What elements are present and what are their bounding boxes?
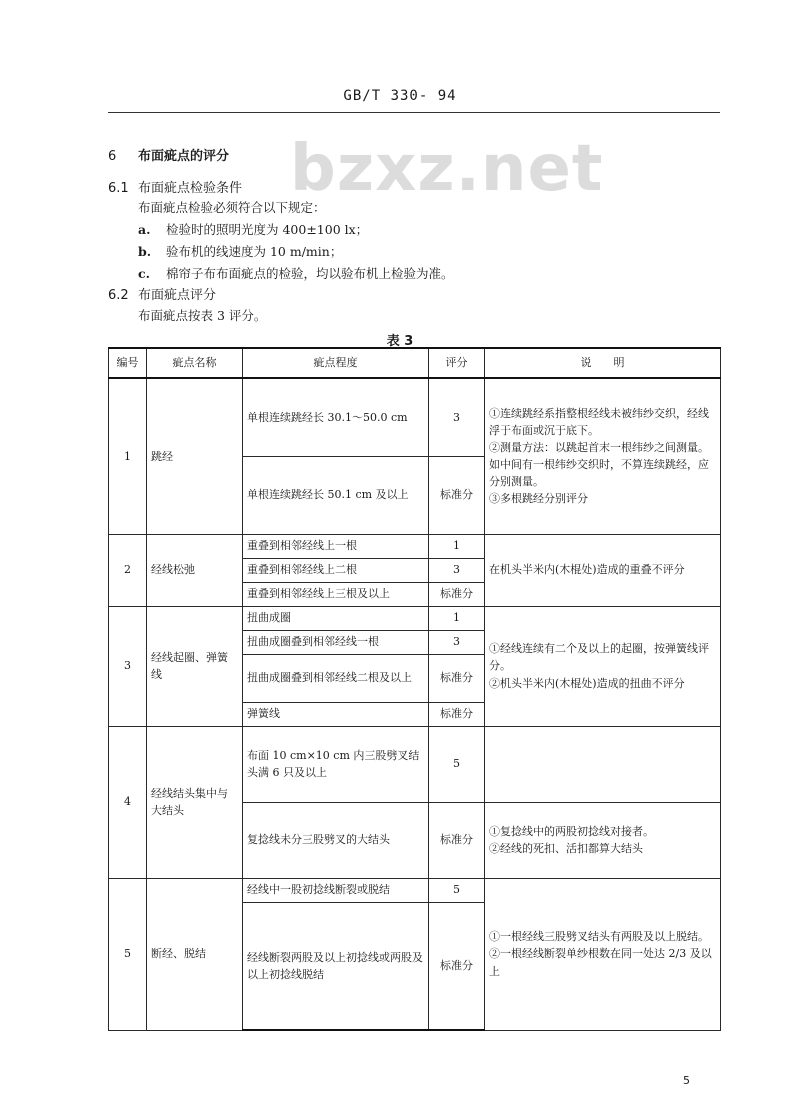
condition-letter: c.	[138, 266, 150, 281]
defect-degree: 重叠到相邻经线上二根	[243, 558, 429, 582]
defect-degree: 经线中一股初捻线断裂或脱结	[243, 878, 429, 902]
header-degree: 疵点程度	[243, 348, 429, 378]
defect-degree: 重叠到相邻经线上三根及以上	[243, 582, 429, 606]
note-line: ①复捻线中的两股初捻线对接者。	[489, 824, 654, 838]
header-no: 编号	[109, 348, 147, 378]
defect-note	[485, 802, 721, 878]
header-rule	[108, 112, 720, 113]
section-6-title: 布面疵点的评分	[138, 149, 230, 164]
note-line: ①经线连续有二个及以上的起圈，按弹簧线评分。	[489, 642, 709, 673]
defect-degree: 经线断裂两股及以上初捻线或两股及以上初捻线脱结	[243, 902, 429, 1030]
section-6-2-heading	[108, 284, 216, 303]
header-name: 疵点名称	[147, 348, 243, 378]
defect-score: 3	[429, 630, 485, 654]
defect-score: 标准分	[429, 902, 485, 1030]
table-row	[109, 878, 721, 902]
defect-score: 1	[429, 606, 485, 630]
defect-score: 5	[429, 726, 485, 802]
defect-name: 断经、脱结	[147, 878, 243, 1030]
note-line: ②机头半米内(木棍处)造成的扭曲不评分	[489, 676, 685, 690]
section-6-2-text: 布面疵点按表 3 评分。	[138, 308, 267, 323]
watermark: bzxz.net	[290, 132, 604, 206]
row-number: 3	[109, 606, 147, 726]
table-row	[109, 378, 721, 456]
row-number: 5	[109, 878, 147, 1030]
defect-degree: 弹簧线	[243, 702, 429, 726]
note-line: ②一根经线断裂单纱根数在同一处达 2/3 及以上	[489, 947, 712, 978]
defect-degree: 扭曲成圈叠到相邻经线一根	[243, 630, 429, 654]
condition-letter: b.	[138, 244, 152, 259]
condition-letter: a.	[138, 222, 151, 237]
header-score: 评分	[429, 348, 485, 378]
doc-header: GB/T 330- 94	[343, 88, 457, 104]
defect-note: 在机头半米内(木棍处)造成的重叠不评分	[485, 534, 721, 606]
table-header-row	[109, 348, 721, 378]
defect-score: 3	[429, 558, 485, 582]
defect-degree: 扭曲成圈叠到相邻经线二根及以上	[243, 654, 429, 702]
defect-degree: 复捻线未分三股劈叉的大结头	[243, 802, 429, 878]
defect-score: 5	[429, 878, 485, 902]
defect-degree: 扭曲成圈	[243, 606, 429, 630]
defect-degree: 重叠到相邻经线上一根	[243, 534, 429, 558]
table-row	[109, 606, 721, 630]
note-line: ③多根跳经分别评分	[489, 492, 588, 506]
section-6-1-intro: 布面疵点检验必须符合以下规定：	[138, 200, 326, 215]
defect-score: 3	[429, 378, 485, 456]
defect-note	[485, 378, 721, 534]
row-number: 2	[109, 534, 147, 606]
section-6-1-heading	[108, 177, 242, 196]
section-6-1-title: 布面疵点检验条件	[138, 181, 243, 196]
defect-score: 标准分	[429, 456, 485, 534]
section-6-heading	[108, 145, 229, 164]
defect-name: 经线起圈、弹簧线	[147, 606, 243, 726]
defect-score: 标准分	[429, 582, 485, 606]
condition-item-c	[138, 264, 454, 282]
defect-degree: 布面 10 cm×10 cm 内三股劈叉结头满 6 只及以上	[243, 726, 429, 802]
condition-text: 棉帘子布布面疵点的检验，均以验布机上检验为准。	[166, 266, 454, 281]
defect-score: 标准分	[429, 702, 485, 726]
defect-name: 跳经	[147, 378, 243, 534]
defect-score: 标准分	[429, 802, 485, 878]
condition-text: 检验时的照明光度为 400±100 lx；	[166, 222, 369, 237]
note-line: ②测量方法：以跳起首末一根纬纱之间测量。如中间有一根纬纱交织时，不算连续跳经，应分别测量。	[489, 441, 709, 489]
defect-note-empty	[485, 726, 721, 802]
condition-item-a	[138, 220, 368, 238]
note-line: ①一根经线三股劈叉结头有两股及以上脱结。	[489, 930, 709, 944]
row-number: 4	[109, 726, 147, 878]
condition-text: 验布机的线速度为 10 m/min；	[166, 244, 343, 259]
header-note: 说 明	[485, 348, 721, 378]
section-6-2-number: 6.2	[108, 288, 129, 303]
defect-note	[485, 606, 721, 726]
defect-score: 1	[429, 534, 485, 558]
defect-degree: 单根连续跳经长 50.1 cm 及以上	[243, 456, 429, 534]
page-number: 5	[683, 1074, 690, 1087]
note-line: ②经线的死扣、活扣都算大结头	[489, 842, 643, 855]
table-row	[109, 534, 721, 558]
defect-note	[485, 878, 721, 1030]
section-6-1-number: 6.1	[108, 181, 129, 196]
defect-score: 标准分	[429, 654, 485, 702]
row-number: 1	[109, 378, 147, 534]
condition-item-b	[138, 242, 342, 260]
table-row	[109, 726, 721, 802]
defect-degree: 单根连续跳经长 30.1～50.0 cm	[243, 378, 429, 456]
defect-scoring-table	[108, 347, 721, 1031]
defect-name: 经线结头集中与大结头	[147, 726, 243, 878]
section-6-number: 6	[108, 149, 117, 164]
note-line: ①连续跳经系指整根经线未被纬纱交织，经线浮于布面或沉于底下。	[489, 407, 709, 438]
section-6-2-title: 布面疵点评分	[138, 288, 217, 303]
defect-name: 经线松弛	[147, 534, 243, 606]
table-title: 表 3	[386, 334, 414, 349]
